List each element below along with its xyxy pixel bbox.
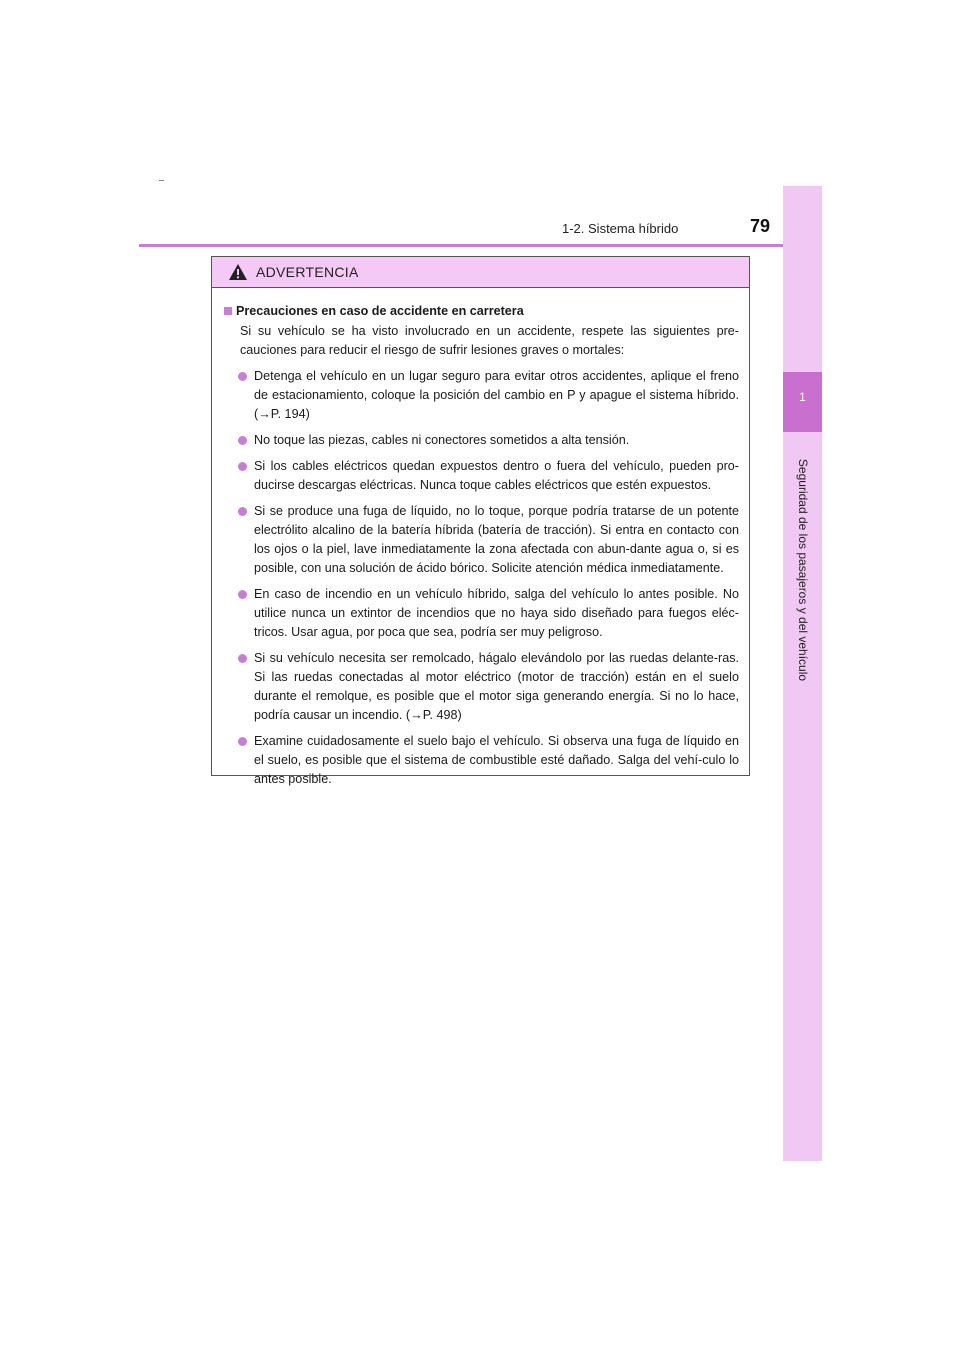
round-bullet-icon xyxy=(238,654,247,663)
list-item-text: Si se produce una fuga de líquido, no lo toque, porque podría tratarse de un potente electrólito alcalino de la batería híbrida (batería de tracción). Si entra en contacto con los ojos o la piel, lave inmediatamente la zona afectada con abun-dante agua o, si es posible, con una solución de ácido bórico. Solicite atención médica inmediatamente. xyxy=(254,504,739,575)
list-item-text: Si su vehículo necesita ser remolcado, hágalo elevándolo por las ruedas delante-ras. Si las ruedas conectadas al motor eléctrico (motor de tracción) están en el suelo durante el remolque, es posible que el motor siga generando energía. Si no lo hace, podría causar un incendio. (→P. 498) xyxy=(254,651,739,722)
round-bullet-icon xyxy=(238,372,247,381)
warning-body xyxy=(212,288,749,789)
round-bullet-icon xyxy=(238,462,247,471)
warning-triangle-icon xyxy=(228,263,248,281)
list-item xyxy=(224,457,739,495)
section-title: 1-2. Sistema híbrido xyxy=(562,221,679,236)
round-bullet-icon xyxy=(238,436,247,445)
chapter-number: 1 xyxy=(799,390,806,404)
round-bullet-icon xyxy=(238,737,247,746)
square-bullet-icon xyxy=(224,307,232,315)
list-item xyxy=(224,649,739,725)
list-item-text: Examine cuidadosamente el suelo bajo el vehículo. Si observa una fuga de líquido en el suelo, es posible que el sistema de combustible esté dañado. Salga del vehí-culo lo antes posible. xyxy=(254,734,739,786)
list-item xyxy=(224,502,739,578)
round-bullet-icon xyxy=(238,507,247,516)
list-item-text: En caso de incendio en un vehículo híbrido, salga del vehículo lo antes posible. No utilice nunca un extintor de incendios que no haya sido diseñado para fuegos eléc-tricos. Usar agua, por poca que sea, podría ser muy peligroso. xyxy=(254,587,739,639)
intro-paragraph: Si su vehículo se ha visto involucrado en un accidente, respete las siguientes pre-cauciones para reducir el riesgo de sufrir lesiones graves o mortales: xyxy=(240,324,739,357)
warning-header xyxy=(212,257,749,288)
list-item-text: Si los cables eléctricos quedan expuestos dentro o fuera del vehículo, pueden pro-ducirse descargas eléctricas. Nunca toque cables eléctricos que estén expuestos. xyxy=(254,459,739,492)
list-item xyxy=(224,431,739,450)
page-number: 79 xyxy=(750,216,771,236)
section-heading-text: Precauciones en caso de accidente en carretera xyxy=(236,304,524,318)
list-item-text: No toque las piezas, cables ni conectores sometidos a alta tensión. xyxy=(254,433,630,447)
list-item-text: Detenga el vehículo en un lugar seguro para evitar otros accidentes, aplique el freno de estacionamiento, coloque la posición del cambio en P y apague el sistema híbrido. (→P. 194) xyxy=(254,369,739,421)
crop-mark xyxy=(159,180,164,181)
warning-title: ADVERTENCIA xyxy=(256,264,359,280)
warning-box xyxy=(211,256,750,786)
list-item xyxy=(224,732,739,789)
header-divider xyxy=(139,244,822,247)
list-item xyxy=(224,367,739,424)
chapter-title: Seguridad de los pasajeros y del vehículo xyxy=(796,458,810,682)
list-item xyxy=(224,585,739,642)
section-heading xyxy=(224,302,739,321)
round-bullet-icon xyxy=(238,590,247,599)
